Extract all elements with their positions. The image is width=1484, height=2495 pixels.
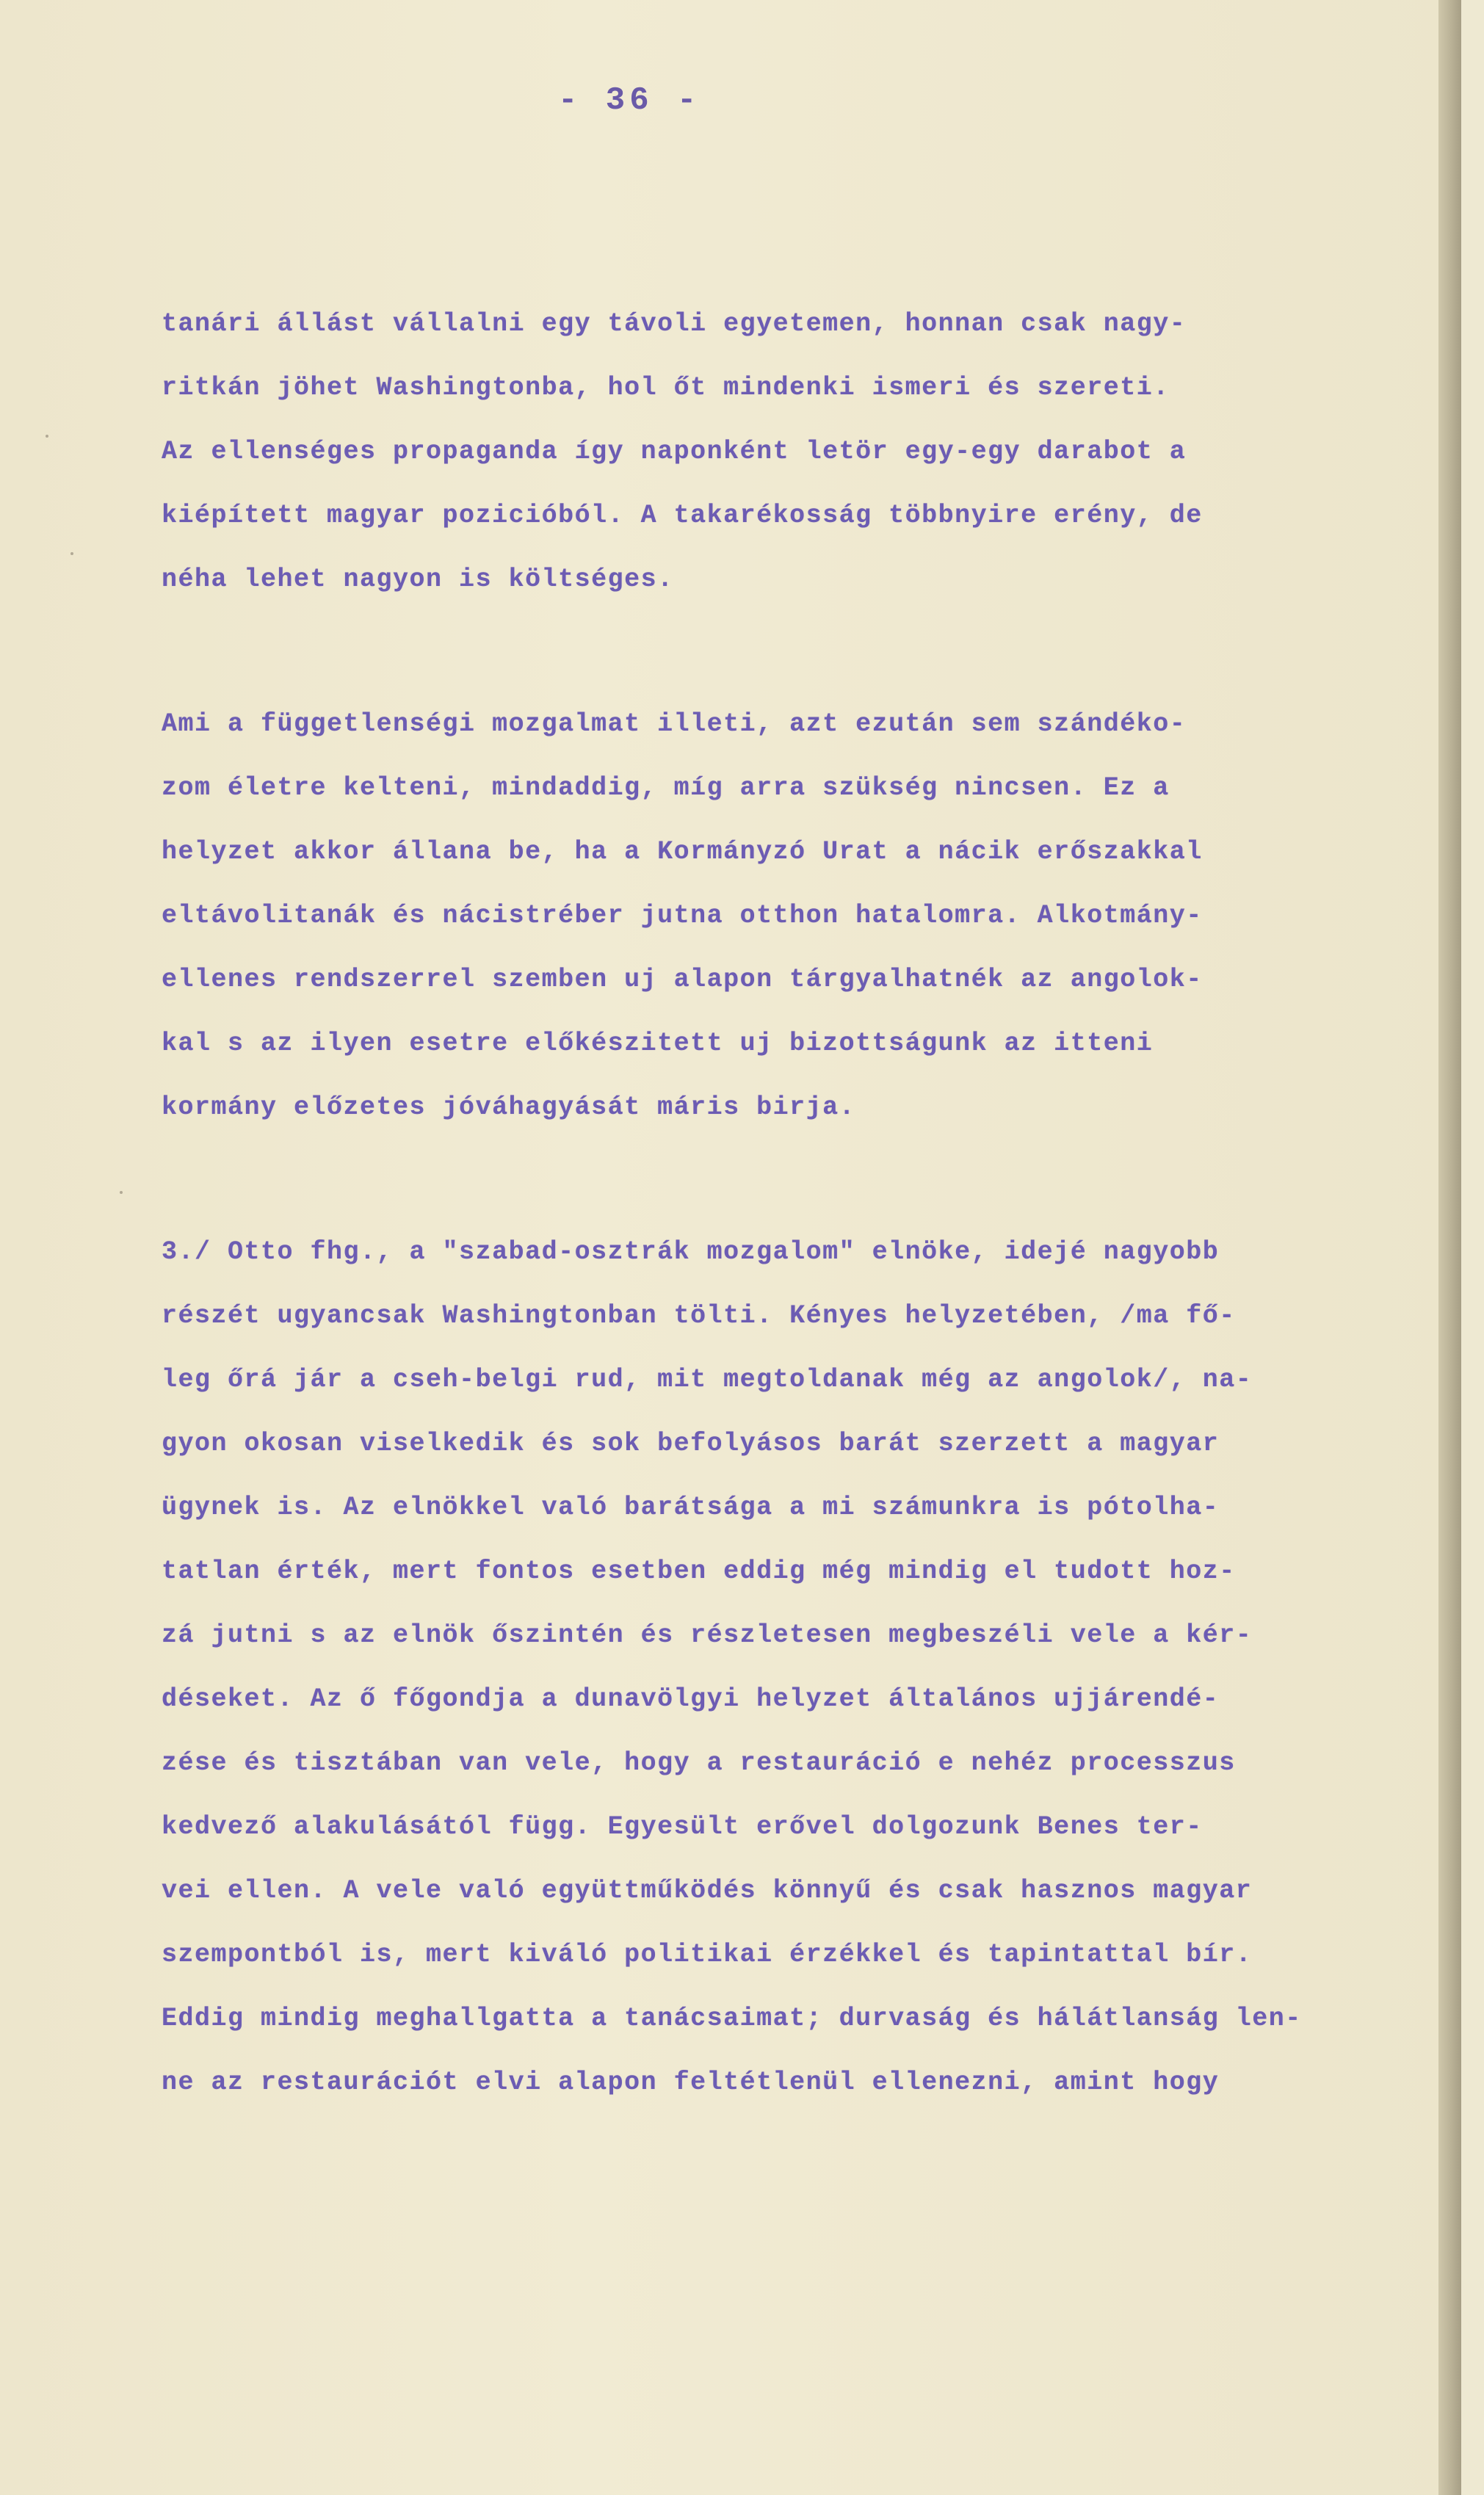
typewritten-body [162,292,1351,2115]
text-line: helyzet akkor állana be, ha a Kormányzó Urat a nácik erőszakkal [162,837,1203,866]
text-line: tatlan érték, mert fontos esetben eddig még mindig el tudott hoz- [162,1557,1236,1586]
text-line: részét ugyancsak Washingtonban tölti. Kényes helyzetében, /ma fő- [162,1301,1236,1330]
text-line: néha lehet nagyon is költséges. [162,565,674,594]
text-line: zá jutni s az elnök őszintén és részletesen megbeszéli vele a kér- [162,1621,1253,1650]
paragraph-1 [162,292,1351,612]
paper-speck [120,1191,123,1194]
text-line: zése és tisztában van vele, hogy a restauráció e nehéz processzus [162,1748,1236,1778]
text-line: kormány előzetes jóváhagyását máris birja. [162,1093,856,1122]
text-line: Eddig mindig meghallgatta a tanácsaimat; durvaság és hálátlanság len- [162,2004,1302,2033]
paragraph-3 [162,1220,1351,2115]
text-line: ritkán jöhet Washingtonba, hol őt mindenki ismeri és szereti. [162,373,1170,402]
text-line: Az ellenséges propaganda így naponként letör egy-egy darabot a [162,437,1187,466]
text-line: zom életre kelteni, mindaddig, míg arra szükség nincsen. Ez a [162,773,1170,803]
paper-speck [70,552,73,555]
page-number: - 36 - [558,82,701,119]
text-line: eltávolitanák és nácistréber jutna otthon hatalomra. Alkotmány- [162,901,1203,930]
paper-speck [46,435,48,438]
text-line: ügynek is. Az elnökkel való barátsága a mi számunkra is pótolha- [162,1493,1220,1522]
text-line: ne az restaurációt elvi alapon feltétlenül ellenezni, amint hogy [162,2068,1220,2097]
text-line: ellenes rendszerrel szemben uj alapon tárgyalhatnék az angolok- [162,965,1203,994]
text-line: 3./ Otto fhg., a "szabad-osztrák mozgalom" elnöke, idejé nagyobb [162,1237,1220,1267]
text-line: kedvező alakulásától függ. Egyesült erővel dolgozunk Benes ter- [162,1812,1203,1842]
text-line: vei ellen. A vele való együttműködés könnyű és csak hasznos magyar [162,1876,1253,1905]
paragraph-2 [162,692,1351,1140]
text-line: kal s az ilyen esetre előkészitett uj bizottságunk az itteni [162,1029,1154,1058]
text-line: gyon okosan viselkedik és sok befolyásos barát szerzett a magyar [162,1429,1220,1458]
text-line: leg őrá jár a cseh-belgi rud, mit megtoldanak még az angolok/, na- [162,1365,1253,1394]
text-line: kiépített magyar pozicióból. A takarékosság többnyire erény, de [162,501,1203,530]
text-line: tanári állást vállalni egy távoli egyetemen, honnan csak nagy- [162,309,1187,338]
text-line: Ami a függetlenségi mozgalmat illeti, azt ezután sem szándéko- [162,709,1187,739]
text-line: déseket. Az ő főgondja a dunavölgyi helyzet általános ujjárendé- [162,1684,1220,1714]
page-edge [1438,0,1461,2495]
text-line: szempontból is, mert kiváló politikai érzékkel és tapintattal bír. [162,1940,1253,1969]
